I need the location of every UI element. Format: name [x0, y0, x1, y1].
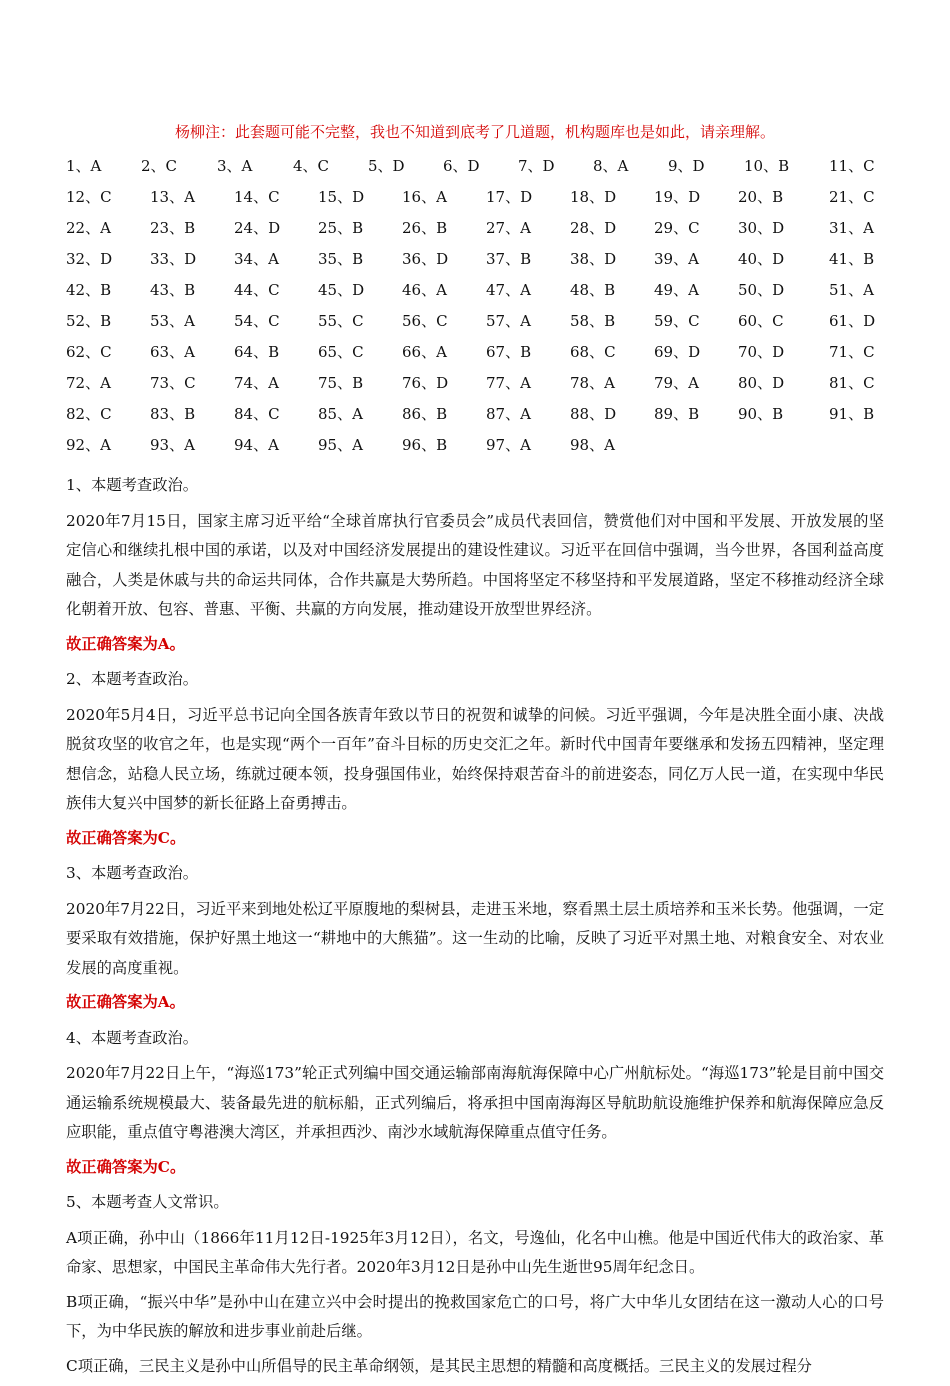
answer-cell: 18、D [570, 188, 617, 206]
answer-cell: 87、A [486, 405, 531, 423]
answer-cell: 13、A [150, 188, 195, 206]
answer-cell: 25、B [318, 219, 364, 237]
answer-cell: 28、D [570, 219, 617, 237]
correct-answer: 故正确答案为A。 [66, 634, 185, 653]
answer-cell: 69、D [654, 343, 701, 361]
explanation-paragraph: B项正确，“振兴中华”是孙中山在建立兴中会时提出的挽救国家危亡的口号，将广大中华儿女团结在这一激动人心的口号下，为中华民族的解放和进步事业前赴后继。 [66, 1292, 884, 1340]
correct-answer: 故正确答案为C。 [66, 828, 186, 847]
answer-cell: 93、A [150, 436, 195, 454]
answer-cell: 90、B [738, 405, 784, 423]
explanation-paragraph: C项正确，三民主义是孙中山所倡导的民主革命纲领，是其民主思想的精髓和高度概括。三民主义的发展过程分 [66, 1356, 812, 1375]
answer-cell: 43、B [150, 281, 196, 299]
answer-cell: 92、A [66, 436, 111, 454]
answer-cell: 73、C [150, 374, 196, 392]
answer-cell: 4、C [293, 157, 330, 175]
answer-cell: 3、A [217, 157, 253, 175]
answer-cell: 46、A [402, 281, 447, 299]
answer-cell: 74、A [234, 374, 279, 392]
answer-key-grid [66, 155, 884, 455]
answer-cell: 58、B [570, 312, 616, 330]
answer-cell: 95、A [318, 436, 363, 454]
answer-cell: 48、B [570, 281, 616, 299]
answer-row [66, 372, 884, 394]
answer-cell: 55、C [318, 312, 364, 330]
answer-cell: 6、D [443, 157, 480, 175]
answer-cell: 36、D [402, 250, 449, 268]
answer-cell: 67、B [486, 343, 532, 361]
answer-cell: 57、A [486, 312, 531, 330]
answer-cell: 47、A [486, 281, 531, 299]
answer-cell: 42、B [66, 281, 112, 299]
answer-cell: 86、B [402, 405, 448, 423]
correct-answer: 故正确答案为A。 [66, 993, 185, 1011]
answer-cell: 62、C [66, 343, 112, 361]
answer-cell: 45、D [318, 281, 365, 299]
explanations-section [66, 471, 884, 1386]
answer-cell: 49、A [654, 281, 699, 299]
answer-cell: 75、B [318, 374, 364, 392]
answer-row [66, 186, 884, 208]
answer-cell: 44、C [234, 281, 280, 299]
answer-cell: 70、D [738, 343, 785, 361]
answer-row [66, 248, 884, 270]
explanation-paragraph: 2020年7月22日上午，“海巡173”轮正式列编中国交通运输部南海航海保障中心广州航标处。“海巡173”轮是目前中国交通运输系统规模最大、装备最先进的航标船，正式列编后，将承担中国南海海区导航助航设施维护保养和航海保障应急反应职能，重点值守粤港澳大湾区，并承担西沙、南沙水域航海保障重点值守任务。 [66, 1064, 884, 1141]
correct-answer: 故正确答案为C。 [66, 1157, 186, 1176]
answer-cell: 63、A [150, 343, 195, 361]
answer-cell: 39、A [654, 250, 699, 268]
answer-cell: 52、B [66, 312, 112, 330]
explanation-paragraph: 2020年5月4日，习近平总书记向全国各族青年致以节日的祝贺和诚挚的问候。习近平强调，今年是决胜全面小康、决战脱贫攻坚的收官之年，也是实现“两个一百年”奋斗目标的历史交汇之年。新时代中国青年要继承和发扬五四精神，坚定理想信念，站稳人民立场，练就过硬本领，投身强国伟业，始终保持艰苦奋斗的前进姿态，同亿万人民一道，在实现中华民族伟大复兴中国梦的新长征路上奋勇搏击。 [66, 705, 884, 812]
answer-cell: 11、C [829, 157, 875, 175]
answer-cell: 7、D [518, 157, 555, 175]
answer-cell: 24、D [234, 219, 281, 237]
answer-cell: 60、C [738, 312, 784, 330]
answer-cell: 29、C [654, 219, 700, 237]
answer-cell: 72、A [66, 374, 111, 392]
answer-cell: 91、B [829, 405, 875, 423]
answer-cell: 66、A [402, 343, 447, 361]
answer-cell: 76、D [402, 374, 449, 392]
answer-cell: 68、C [570, 343, 616, 361]
answer-cell: 84、C [234, 405, 280, 423]
answer-cell: 23、B [150, 219, 196, 237]
explanation-paragraph: 2020年7月15日，国家主席习近平给“全球首席执行官委员会”成员代表回信，赞赏他们对中国和平发展、开放发展的坚定信心和继续扎根中国的承诺，以及对中国经济发展提出的建设性建议。习近平在回信中强调，当今世界，各国利益高度融合，人类是休戚与共的命运共同体，合作共赢是大势所趋。中国将坚定不移坚持和平发展道路，坚定不移推动经济全球化朝着开放、包容、普惠、平衡、共赢的方向发展，推动建设开放型世界经济。 [66, 511, 884, 618]
answer-cell: 9、D [668, 157, 705, 175]
answer-cell: 17、D [486, 188, 533, 206]
answer-cell: 8、A [593, 157, 629, 175]
answer-cell: 89、B [654, 405, 700, 423]
answer-cell: 64、B [234, 343, 280, 361]
answer-cell: 54、C [234, 312, 280, 330]
answer-cell: 32、D [66, 250, 113, 268]
answer-cell: 94、A [234, 436, 279, 454]
answer-row [66, 341, 884, 363]
answer-cell: 77、A [486, 374, 531, 392]
answer-cell: 40、D [738, 250, 785, 268]
answer-cell: 96、B [402, 436, 448, 454]
answer-cell: 27、A [486, 219, 531, 237]
answer-cell: 56、C [402, 312, 448, 330]
answer-cell: 12、C [66, 188, 112, 206]
answer-row [66, 155, 884, 177]
answer-cell: 26、B [402, 219, 448, 237]
answer-cell: 61、D [829, 312, 876, 330]
editor-note: 杨柳注：此套题可能不完整，我也不知道到底考了几道题，机构题库也是如此，请亲理解。 [174, 123, 775, 141]
explanation-paragraph: A项正确，孙中山（1866年11月12日-1925年3月12日），名文，号逸仙，化名中山樵。他是中国近代伟大的政治家、革命家、思想家，中国民主革命伟大先行者。2020年3月12日是孙中山先生逝世95周年纪念日。 [66, 1228, 884, 1276]
answer-cell: 71、C [829, 343, 875, 361]
answer-row [66, 434, 884, 456]
answer-cell: 51、A [829, 281, 874, 299]
answer-cell: 50、D [738, 281, 785, 299]
answer-cell: 1、A [66, 157, 102, 175]
answer-cell: 53、A [150, 312, 195, 330]
question-heading: 1、本题考查政治。 [66, 476, 199, 494]
answer-cell: 15、D [318, 188, 365, 206]
answer-row [66, 403, 884, 425]
question-heading: 2、本题考查政治。 [66, 670, 199, 688]
answer-cell: 31、A [829, 219, 874, 237]
answer-cell: 88、D [570, 405, 617, 423]
answer-cell: 38、D [570, 250, 617, 268]
answer-cell: 35、B [318, 250, 364, 268]
explanation-paragraph: 2020年7月22日，习近平来到地处松辽平原腹地的梨树县，走进玉米地，察看黑土层土质培养和玉米长势。他强调，一定要采取有效措施，保护好黑土地这一“耕地中的大熊猫”。这一生动的比喻，反映了习近平对黑土地、对粮食安全、对农业发展的高度重视。 [66, 899, 884, 977]
answer-cell: 21、C [829, 188, 875, 206]
answer-cell: 41、B [829, 250, 875, 268]
answer-cell: 80、D [738, 374, 785, 392]
document-page [66, 122, 884, 1375]
answer-cell: 82、C [66, 405, 112, 423]
question-heading: 3、本题考查政治。 [66, 864, 199, 882]
answer-cell: 34、A [234, 250, 279, 268]
answer-cell: 79、A [654, 374, 699, 392]
answer-cell: 16、A [402, 188, 447, 206]
answer-cell: 81、C [829, 374, 875, 392]
answer-cell: 33、D [150, 250, 197, 268]
answer-row [66, 217, 884, 239]
answer-cell: 10、B [744, 157, 790, 175]
answer-cell: 37、B [486, 250, 532, 268]
answer-cell: 83、B [150, 405, 196, 423]
answer-cell: 5、D [368, 157, 405, 175]
question-heading: 4、本题考查政治。 [66, 1028, 199, 1047]
answer-cell: 30、D [738, 219, 785, 237]
answer-cell: 20、B [738, 188, 784, 206]
answer-row [66, 279, 884, 301]
answer-cell: 59、C [654, 312, 700, 330]
answer-cell: 2、C [141, 157, 178, 175]
answer-cell: 97、A [486, 436, 531, 454]
answer-cell: 19、D [654, 188, 701, 206]
question-heading: 5、本题考查人文常识。 [66, 1193, 229, 1211]
answer-cell: 98、A [570, 436, 615, 454]
answer-cell: 14、C [234, 188, 280, 206]
answer-cell: 85、A [318, 405, 363, 423]
answer-cell: 65、C [318, 343, 364, 361]
answer-cell: 22、A [66, 219, 111, 237]
answer-row [66, 310, 884, 332]
answer-cell: 78、A [570, 374, 615, 392]
